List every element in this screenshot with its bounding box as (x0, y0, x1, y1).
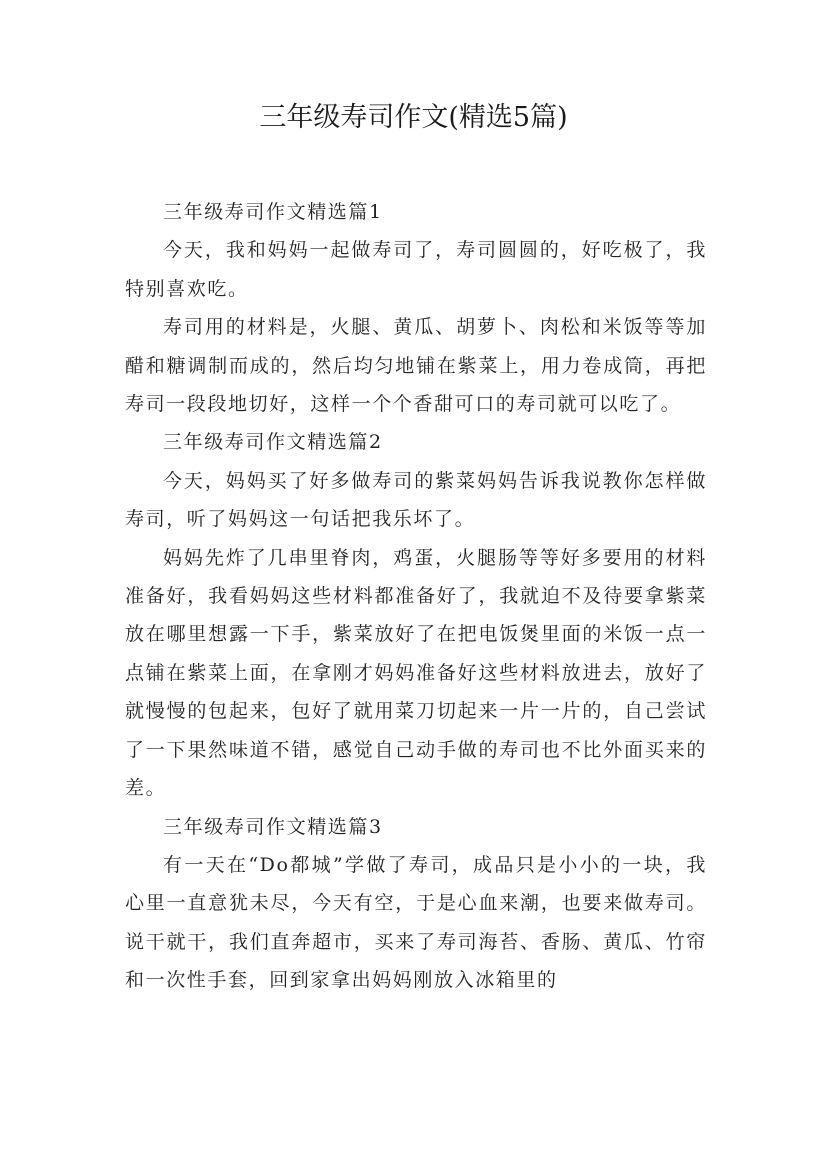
section-heading-2: 三年级寿司作文精选篇2 (163, 431, 383, 454)
section-heading-3: 三年级寿司作文精选篇3 (163, 815, 383, 838)
document-body (125, 193, 707, 1000)
paragraph: 今天，我和妈妈一起做寿司了，寿司圆圆的，好吃极了，我特别喜欢吃。 (125, 239, 707, 300)
section-heading-1: 三年级寿司作文精选篇1 (163, 201, 383, 223)
paragraph: 今天，妈妈买了好多做寿司的紫菜妈妈告诉我说教你怎样做寿司，听了妈妈这一句话把我乐坏了。 (125, 469, 707, 531)
document-title: 三年级寿司作文(精选5篇) (259, 102, 568, 133)
paragraph: 寿司用的材料是，火腿、黄瓜、胡萝卜、肉松和米饭等等加醋和糖调制而成的，然后均匀地铺在紫菜上，用力卷成筒，再把寿司一段段地切好，这样一个个香甜可口的寿司就可以吃了。 (125, 316, 707, 416)
paragraph: 妈妈先炸了几串里脊肉，鸡蛋，火腿肠等等好多要用的材料准备好，我看妈妈这些材料都准备好了，我就迫不及待要拿紫菜放在哪里想露一下手，紫菜放好了在把电饭煲里面的米饭一点一点铺在紫菜上面，在拿刚才妈妈准备好这些材料放进去，放好了就慢慢的包起来，包好了就用菜刀切起来一片一片的，自己尝试了一下果然味道不错，感觉自己动手做的寿司也不比外面买来的差。 (125, 546, 707, 800)
paragraph: 有一天在“Do都城”学做了寿司，成品只是小小的一块，我心里一直意犹未尽，今天有空，于是心血来潮，也要来做寿司。说干就干，我们直奔超市，买来了寿司海苔、香肠、黄瓜、竹帘和一次性手套，回到家拿出妈妈刚放入冰箱里的 (125, 853, 707, 992)
